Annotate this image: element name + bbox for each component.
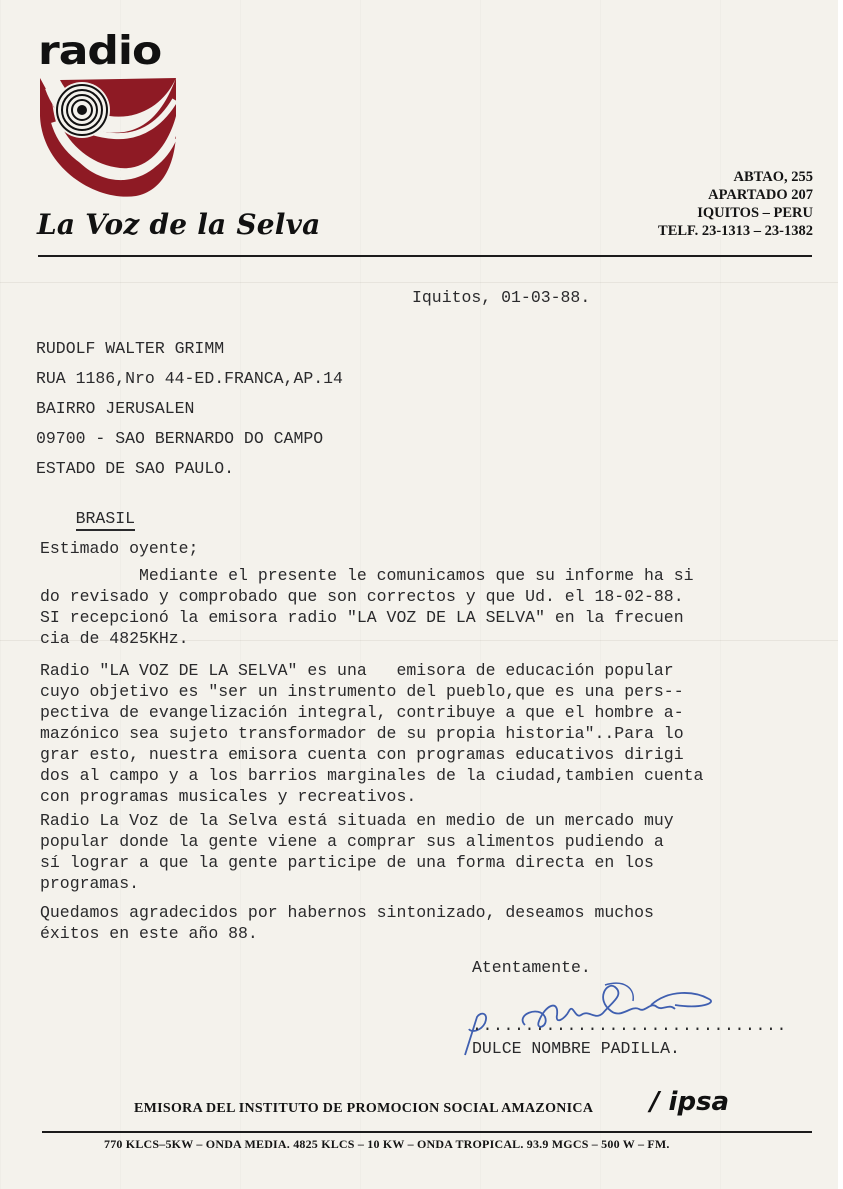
footer-divider	[42, 1131, 812, 1133]
signer-name: DULCE NOMBRE PADILLA.	[472, 1039, 680, 1058]
country-underlined: BRASIL	[76, 509, 135, 531]
station-address	[573, 168, 813, 240]
recipient-line: RUDOLF WALTER GRIMM	[36, 339, 225, 358]
page-edge	[838, 0, 843, 1189]
closing: Atentamente.	[472, 958, 591, 977]
body-paragraph: Quedamos agradecidos por habernos sintonizado, deseamos muchos éxitos en este año 88.	[40, 903, 654, 943]
body-paragraph: Mediante el presente le comunicamos que su informe ha si do revisado y comprobado que son correctos y que Ud. el 18-02-88. SI recepcionó la emisora radio "LA VOZ DE LA SELVA" en la frecuen cia de 4825KHz.	[40, 566, 694, 648]
radio-logo-word: radio	[38, 28, 162, 74]
radio-wave-logo-icon	[38, 76, 178, 201]
letter-date: Iquitos, 01-03-88.	[412, 288, 591, 307]
header-divider	[38, 255, 812, 257]
body-paragraph: Radio "LA VOZ DE LA SELVA" es una emisora de educación popular cuyo objetivo es "ser un instrumento del pueblo,que es una pers-- pectiva de evangelización integral, contribuye a que el hombre a- mazónico sea sujeto transformador de su propia historia"..Para lo grar esto, nuestra emisora cuenta con programas educativos dirigi dos al campo y a los barrios marginales de la ciudad,tambien cuenta con programas musicales y recreativos.	[40, 661, 704, 806]
body-paragraph: Radio La Voz de la Selva está situada en medio de un mercado muy popular donde la gente viene a comprar sus alimentos pudiendo a sí lograr a que la gente participe de una forma directa en los programas.	[40, 811, 674, 893]
address-line: IQUITOS – PERU	[697, 205, 813, 221]
recipient-line: RUA 1186,Nro 44-ED.FRANCA,AP.14	[36, 369, 343, 388]
footer-brand-logo: / ipsa	[650, 1087, 730, 1117]
footer-frequencies: 770 KLCS–5KW – ONDA MEDIA. 4825 KLCS – 10 KW – ONDA TROPICAL. 93.9 MGCS – 500 W – FM.	[104, 1137, 670, 1151]
salutation: Estimado oyente;	[40, 539, 199, 558]
station-name: La Voz de la Selva	[37, 208, 321, 241]
address-line: APARTADO 207	[708, 187, 813, 203]
recipient-line: 09700 - SAO BERNARDO DO CAMPO	[36, 429, 324, 448]
address-line: TELF. 23-1313 – 23-1382	[658, 223, 813, 239]
address-line: ABTAO, 255	[733, 169, 813, 185]
paper-fold	[0, 282, 843, 283]
signature-line: ..............................	[472, 1016, 788, 1035]
footer-institute: EMISORA DEL INSTITUTO DE PROMOCION SOCIAL AMAZONICA	[134, 1101, 594, 1116]
recipient-line: BAIRRO JERUSALEN	[36, 399, 195, 418]
recipient-line: ESTADO DE SAO PAULO.	[36, 459, 235, 478]
